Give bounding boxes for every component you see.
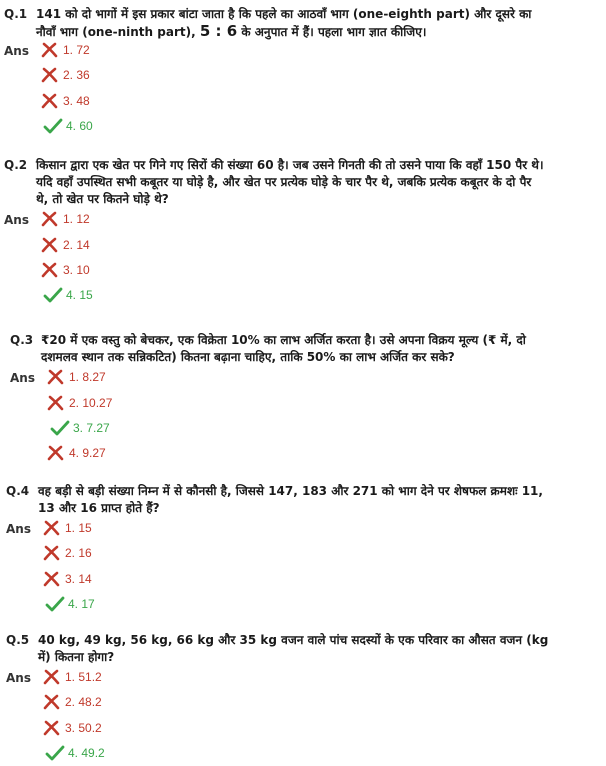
option-label: 1. 15 [65, 521, 92, 535]
option-label: 3. 48 [63, 94, 90, 108]
answer-label: Ans [4, 44, 29, 58]
option-2[interactable] [42, 544, 92, 562]
option-label: 4. 15 [66, 288, 93, 302]
question-text [36, 6, 551, 41]
option-label: 2. 14 [63, 238, 90, 252]
option-label: 2. 36 [63, 68, 90, 82]
question-number: Q.3 [10, 333, 34, 347]
option-1[interactable] [40, 41, 90, 59]
cross-icon [42, 694, 62, 710]
option-label: 3. 10 [63, 263, 90, 277]
option-4[interactable] [45, 595, 95, 613]
question-text: 40 kg, 49 kg, 56 kg, 66 kg और 35 kg वजन वाले पांच सदस्यों के एक परिवार का औसत वजन (kg में) कितना होगा? [38, 633, 549, 664]
option-1[interactable] [42, 668, 102, 686]
cross-icon [46, 395, 66, 411]
cross-icon [40, 211, 60, 227]
answer-label: Ans [6, 671, 31, 685]
option-label: 2. 48.2 [65, 695, 102, 709]
answer-label: Ans [6, 522, 31, 536]
question-text: किसान द्वारा एक खेत पर गिने गए सिरों की संख्या 60 है। जब उसने गिनती की तो उसने पाया कि वहाँ 150 पैर थे। यदि वहाँ उपस्थित सभी कबूतर या घोड़े है, और खेत पर प्रत्येक घोड़े के चार पैर थे, जबकि प्रत्येक कबूतर के दो पैर थे, तो खेत पर कितने घोड़े थे? [36, 158, 544, 206]
option-1[interactable] [42, 519, 92, 537]
check-icon [43, 118, 63, 134]
option-3[interactable] [42, 719, 102, 737]
answer-label: Ans [4, 213, 29, 227]
option-3[interactable] [40, 261, 90, 279]
option-label: 1. 72 [63, 43, 90, 57]
option-label: 2. 10.27 [69, 396, 113, 410]
cross-icon [40, 93, 60, 109]
option-label: 1. 12 [63, 212, 90, 226]
question-text: वह बड़ी से बड़ी संख्या निम्न में से कौनसी है, जिससे 147, 183 और 271 को भाग देने पर शेषफल क्रमशः 11, 13 और 16 प्राप्त होते हैं? [38, 484, 543, 515]
check-icon [45, 745, 65, 761]
option-label: 3. 50.2 [65, 721, 102, 735]
cross-icon [42, 520, 62, 536]
question-text: ₹20 में एक वस्तु को बेचकर, एक विक्रेता 10% का लाभ अर्जित करता है। उसे अपना विक्रय मूल्य (₹ में, दो दशमलव स्थान तक सन्निकटित) कितना बढ़ाना चाहिए, ताकि 50% का लाभ अर्जित कर सके? [41, 333, 526, 364]
option-3[interactable] [40, 92, 90, 110]
option-2[interactable] [42, 693, 102, 711]
option-label: 4. 9.27 [69, 446, 106, 460]
cross-icon [42, 571, 62, 587]
option-2[interactable] [40, 236, 90, 254]
option-4[interactable] [43, 117, 93, 135]
check-icon [50, 420, 70, 436]
option-3[interactable] [42, 570, 92, 588]
option-2[interactable] [40, 66, 90, 84]
cross-icon [42, 720, 62, 736]
question-number: Q.4 [6, 484, 30, 498]
option-4[interactable] [46, 444, 106, 462]
question-number: Q.2 [4, 158, 28, 172]
option-4[interactable] [43, 286, 93, 304]
option-2[interactable] [46, 394, 112, 412]
option-label: 4. 60 [66, 119, 93, 133]
option-1[interactable] [46, 368, 106, 386]
cross-icon [40, 237, 60, 253]
option-label: 3. 14 [65, 572, 92, 586]
option-label: 1. 8.27 [69, 370, 106, 384]
cross-icon [40, 262, 60, 278]
check-icon [43, 287, 63, 303]
option-4[interactable] [45, 744, 105, 762]
option-label: 4. 17 [68, 597, 95, 611]
option-3[interactable] [50, 419, 110, 437]
answer-label: Ans [10, 371, 35, 385]
cross-icon [46, 445, 66, 461]
option-label: 4. 49.2 [68, 746, 105, 760]
option-label: 3. 7.27 [73, 421, 110, 435]
check-icon [45, 596, 65, 612]
option-label: 1. 51.2 [65, 670, 102, 684]
option-1[interactable] [40, 210, 90, 228]
question-number: Q.1 [4, 7, 28, 21]
cross-icon [40, 67, 60, 83]
question-ratio: 5 : 6 [199, 22, 238, 40]
cross-icon [40, 42, 60, 58]
question-number: Q.5 [6, 633, 30, 647]
question-text-start: 141 को दो भागों में इस प्रकार बांटा जाता है कि पहले का आठवाँ भाग (one-eighth part) और दूसरे का नौवाँ भाग (one-ninth part), [36, 7, 532, 39]
cross-icon [46, 369, 66, 385]
cross-icon [42, 545, 62, 561]
question-text-end: के अनुपात में हैं। पहला भाग ज्ञात कीजिए। [241, 25, 427, 39]
cross-icon [42, 669, 62, 685]
option-label: 2. 16 [65, 546, 92, 560]
